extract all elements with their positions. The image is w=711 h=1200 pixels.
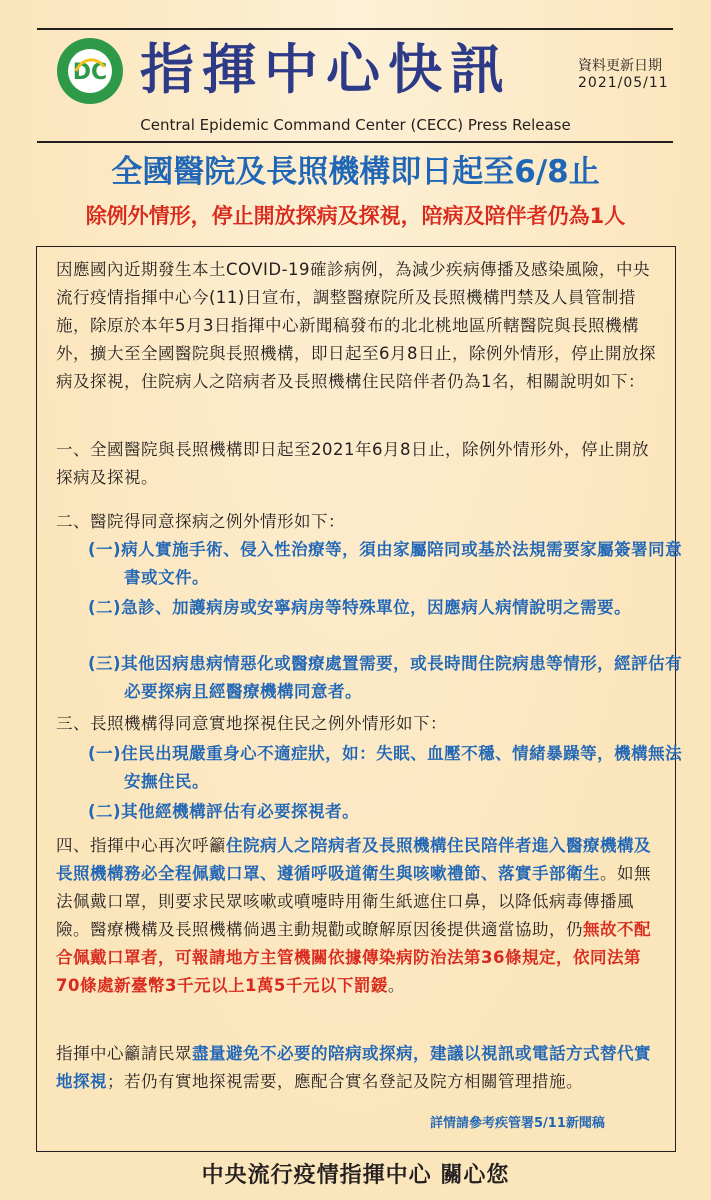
subheadline: 除例外情形，停止開放探病及探視，陪病及陪伴者仍為1人: [85, 204, 626, 228]
cdc-logo-icon: [56, 37, 124, 105]
closing-paragraph: [56, 1040, 662, 1096]
english-subtitle: Central Epidemic Command Center (CECC) Press Release: [140, 116, 571, 134]
item-3-sub-1: (一)住民出現嚴重身心不適症狀，如：失眠、血壓不穩、情緒暴躁等，機構無法安撫住民。: [88, 744, 683, 791]
item-3-heading: 三、長照機構得同意實地探視住民之例外情形如下：: [56, 714, 447, 733]
update-date-value: 2021/05/11: [578, 75, 669, 91]
svg-text:DC: DC: [72, 60, 108, 85]
item-2-sub-2: (二)急診、加護病房或安寧病房等特殊單位，因應病人病情說明之需要。: [88, 598, 632, 617]
page-title: 指揮中心快訊: [140, 38, 512, 101]
headline: 全國醫院及長照機構即日起至6/8止: [111, 154, 600, 190]
item-3-sub-2: (二)其他經機構評估有必要探視者。: [88, 802, 360, 821]
item-4-lead: 四、指揮中心再次呼籲: [56, 836, 226, 855]
item-4-middle: 。如無法佩戴口罩，則要求民眾咳嗽或噴嚏時用衛生紙遮住口鼻，以降低病毒傳播風險。醫療機構及長照機構倘遇主動規勸或瞭解原因後提供適當協助，仍: [56, 864, 651, 939]
item-1: 一、全國醫院與長照機構即日起至2021年6月8日止，除例外情形外，停止開放探病及探視。: [56, 440, 649, 487]
update-date-label: 資料更新日期: [578, 58, 662, 74]
item-4-blue-text: 住院病人之陪病者及長照機構住民陪伴者進入醫療機構及長照機構務必全程佩戴口罩、遵循呼吸道衛生與咳嗽禮節、落實手部衛生: [56, 836, 651, 883]
item-2-sub-1: (一)病人實施手術、侵入性治療等，須由家屬陪同或基於法規需要家屬簽署同意書或文件。: [88, 540, 683, 587]
closing-blue-text: 盡量避免不必要的陪病或探病，建議以視訊或電話方式替代實地探視: [56, 1044, 651, 1091]
item-4-end: 。: [387, 976, 405, 995]
reference-note: 詳情請參考疾管署5/11新聞稿: [430, 1116, 605, 1131]
intro-paragraph: 因應國內近期發生本土COVID-19確診病例，為減少疾病傳播及感染風險，中央流行疫情指揮中心今(11)日宣布，調整醫療院所及長照機構門禁及人員管制措施，除原於本年5月3日指揮中心新聞稿發布的北北桃地區所轄醫院與長照機構外，擴大至全國醫院與長照機構，即日起至6月8日止，除例外情形，停止開放探病及探視，住院病人之陪病者及長照機構住民陪伴者仍為1名，相關說明如下：: [56, 260, 656, 391]
closing-lead: 指揮中心籲請民眾: [56, 1044, 192, 1063]
item-4-red-text: 無故不配合佩戴口罩者，可報請地方主管機關依據傳染病防治法第36條規定，依同法第70條處新臺幣3千元以上1萬5千元以下罰鍰: [56, 920, 651, 995]
item-4-paragraph: [56, 832, 662, 1000]
footer-slogan: 中央流行疫情指揮中心 關心您: [201, 1163, 510, 1188]
item-2-heading: 二、醫院得同意探病之例外情形如下：: [56, 512, 345, 531]
closing-end: ；若仍有實地探視需要，應配合實名登記及院方相關管理措施。: [107, 1072, 583, 1091]
item-2-sub-3: (三)其他因病患病情惡化或醫療處置需要，或長時間住院病患等情形，經評估有必要探病且經醫療機構同意者。: [88, 654, 683, 701]
